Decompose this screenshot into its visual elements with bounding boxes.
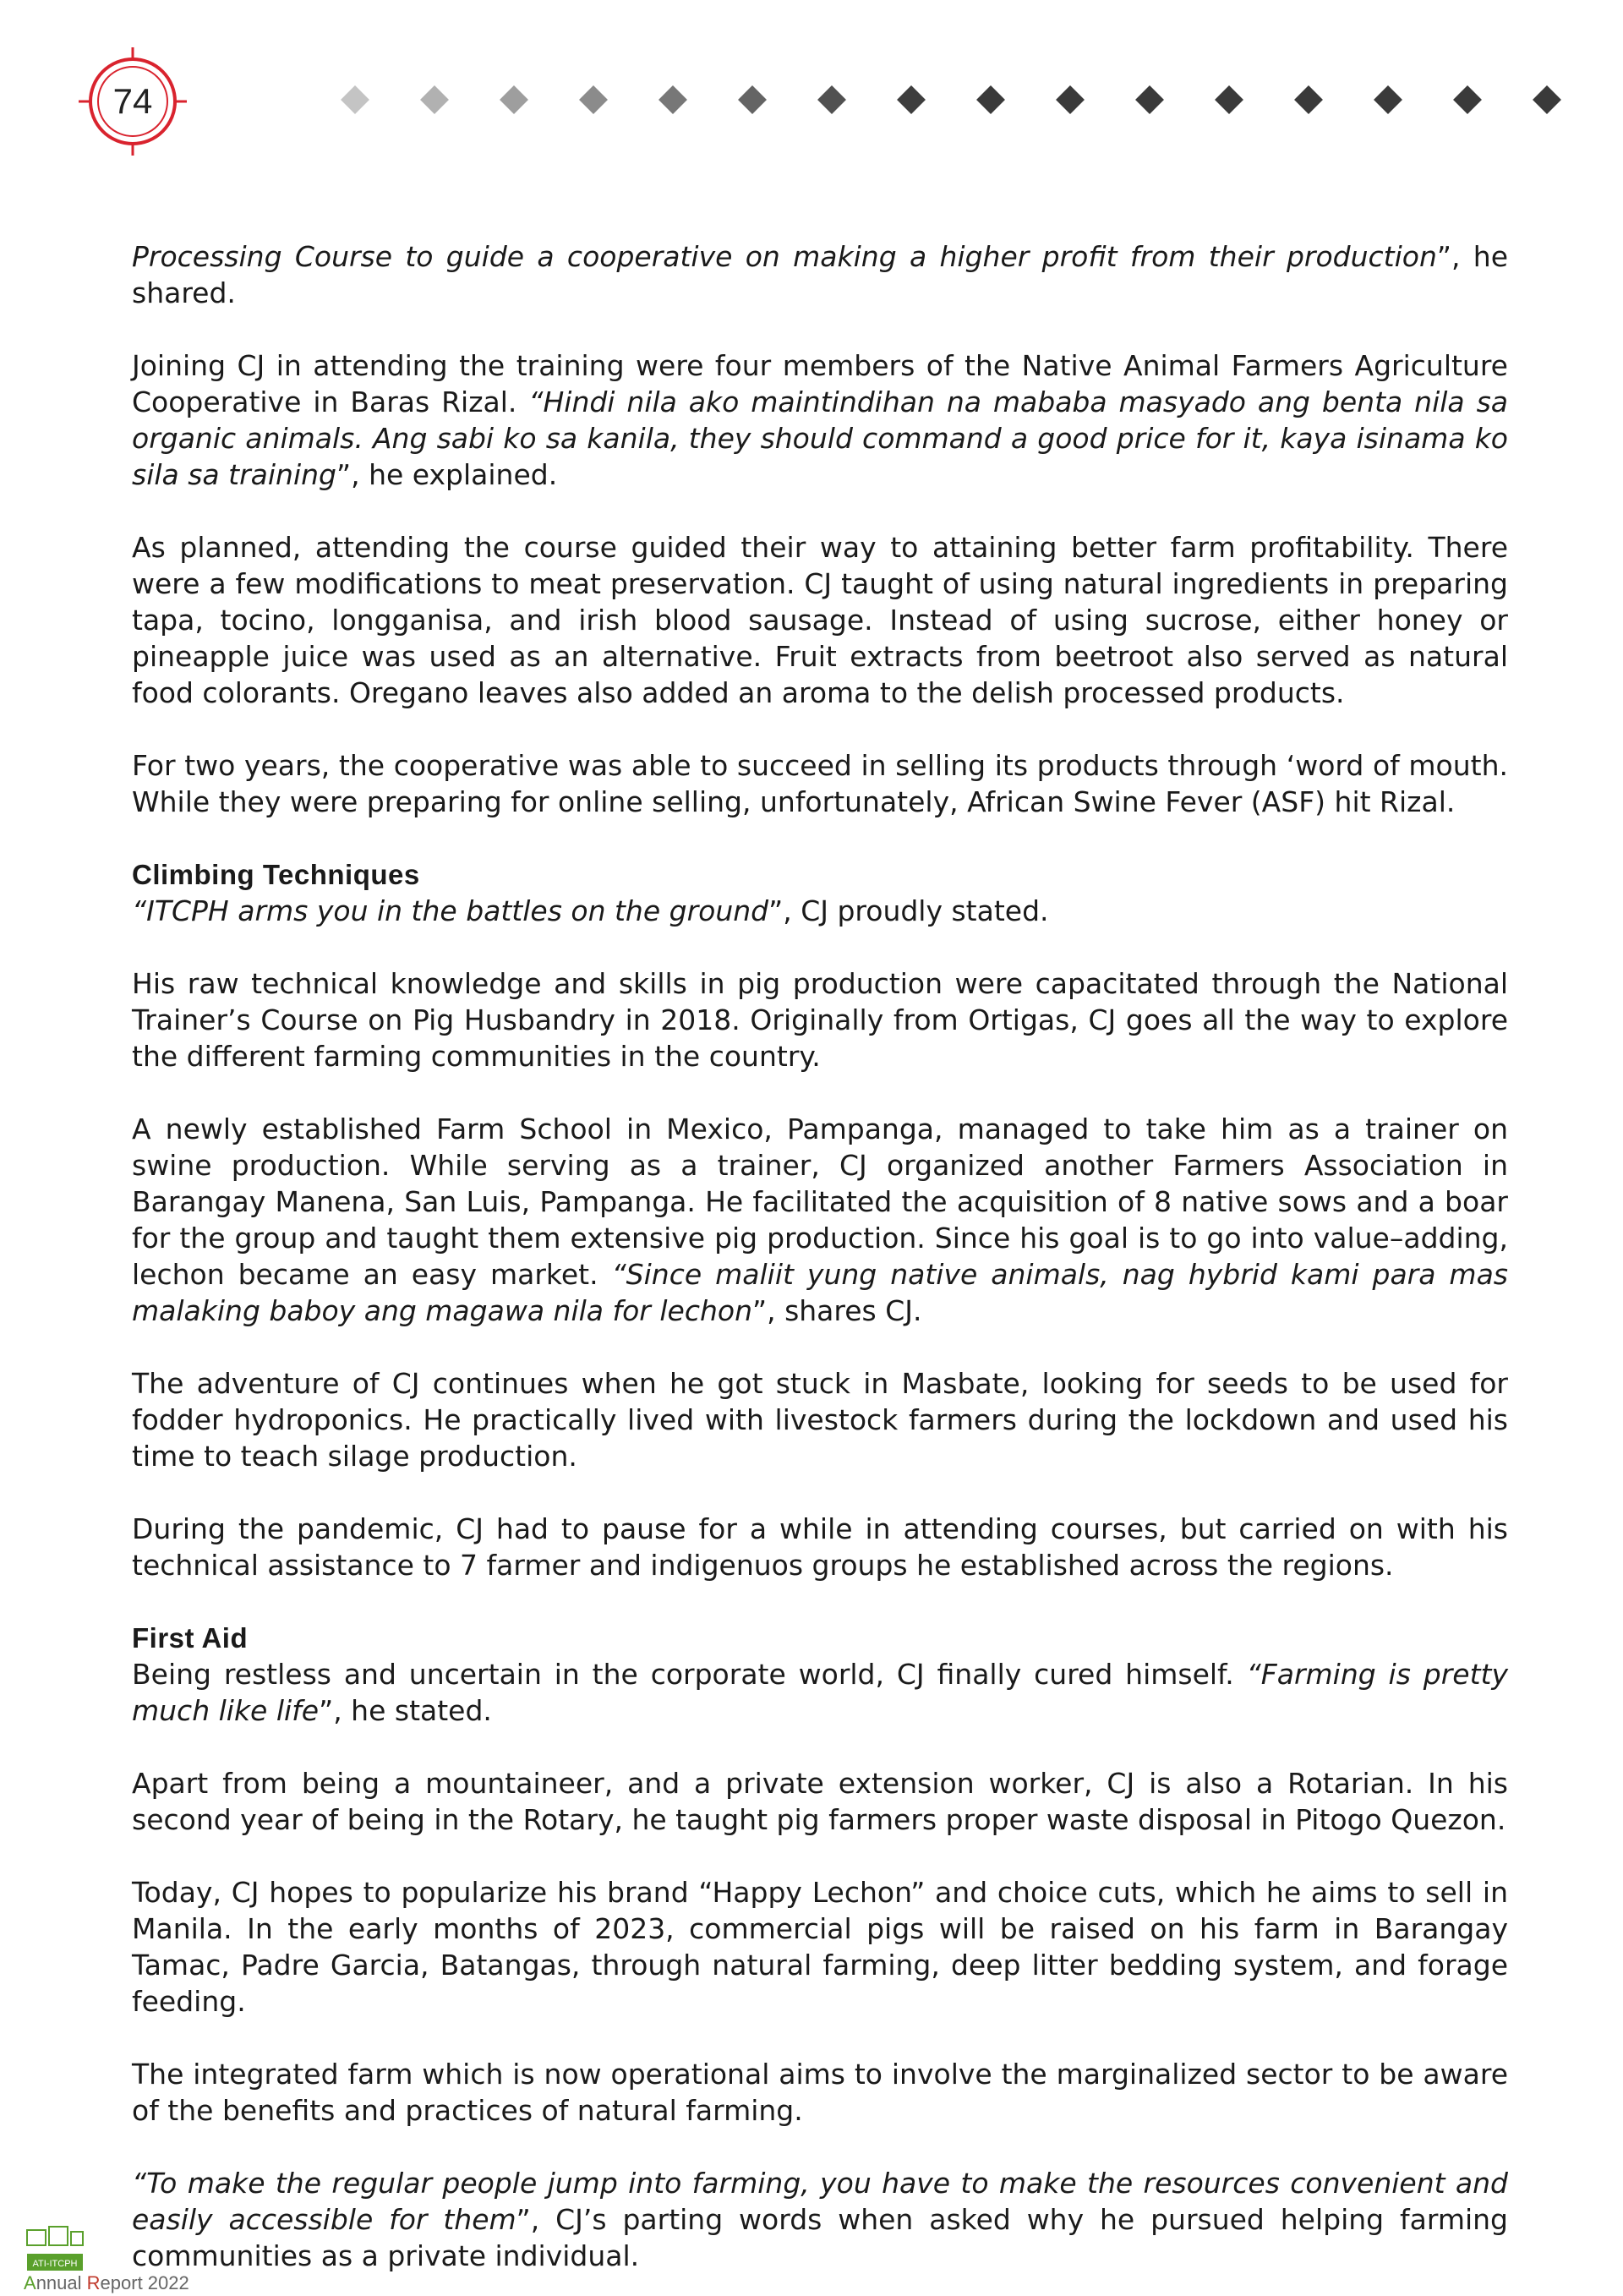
text-run: ”, CJ’s parting words when asked why he pursued helping farming communities as a private individual. [132, 2203, 1509, 2272]
diamond-icon [817, 85, 846, 114]
text-run: nnual [36, 2272, 87, 2293]
paragraph: Today, CJ hopes to popularize his brand “Happy Lechon” and choice cuts, which he aims to sell in Manila. In the early months of 2023, commercial pigs will be raised on his farm in Barangay Tamac, Padre Garcia, Batangas, through natural farming, deep litter bedding system, and forage feeding. [132, 1876, 1508, 2018]
paragraph: As planned, attending the course guided their way to attaining better farm profitability. There were a few modifications to meat preservation. CJ taught of using natural ingredients in preparing tapa, tocino, longganisa, and irish blood sausage. Instead of using sucrose, either honey or pineapple juice was used as an alternative. Fruit extracts from beetroot also served as natural food colorants. Oregano leaves also added an aroma to the delish processed products. [132, 531, 1508, 709]
text-run: ”, he explained. [336, 458, 558, 491]
paragraph [132, 238, 1508, 311]
page-number: 74 [112, 81, 153, 121]
diamond-icon [897, 85, 926, 114]
text-run: ”, he stated. [319, 1694, 492, 1727]
paragraph: The adventure of CJ continues when he got stuck in Masbate, looking for seeds to be used for fodder hydroponics. He practically lived with livestock farmers during the lockdown and used his time to teach silage production. [132, 1367, 1508, 1473]
diamond-icon [1453, 85, 1482, 114]
diamond-icon [341, 85, 369, 114]
italic-quote: “To make the regular people jump into farming, you have to make the resources convenient and easily accessible for them [132, 2167, 1508, 2236]
diamond-icon [976, 85, 1005, 114]
paragraph [132, 893, 1508, 929]
italic-quote: “Since maliit yung native animals, nag hybrid kami para mas malaking baboy ang magawa nila for lechon [132, 1258, 1508, 1327]
text-run: A newly established Farm School in Mexico, Pampanga, managed to take him as a trainer on swine production. While serving as a trainer, CJ organized another Farmers Association in Barangay Manena, San Luis, Pampanga. He facilitated the acquisition of 8 native sows and a boar for the group and taught them extensive pig production. Since his goal is to go into value–adding, lechon became an easy market. [132, 1112, 1508, 1291]
italic-quote: Processing Course to guide a cooperative on making a higher profit from their production [132, 240, 1437, 273]
text-run: Being restless and uncertain in the corporate world, CJ finally cured himself. [132, 1658, 1247, 1691]
text-run: R [86, 2272, 101, 2293]
paragraph: His raw technical knowledge and skills in pig production were capacitated through the National Trainer’s Course on Pig Husbandry in 2018. Originally from Ortigas, CJ goes all the way to explore the different farming communities in the country. [132, 967, 1508, 1073]
paragraph [132, 1656, 1508, 1729]
text-run: A [24, 2272, 36, 2293]
italic-quote: “ITCPH arms you in the battles on the ground [132, 894, 769, 927]
text-run: Joining CJ in attending the training were four members of the Native Animal Farmers Agriculture Cooperative in Baras Rizal. [132, 349, 1508, 418]
section-heading: First Aid [132, 1622, 249, 1654]
diamond-icon [1056, 85, 1085, 114]
footer-report-title [24, 2272, 189, 2294]
paragraph [132, 347, 1508, 493]
paragraph: Apart from being a mountaineer, and a private extension worker, CJ is also a Rotarian. In his second year of being in the Rotary, he taught pig farmers proper waste disposal in Pitogo Quezon. [132, 1767, 1508, 1836]
diamond-icon [658, 85, 687, 114]
text-run: ”, CJ proudly stated. [768, 894, 1049, 927]
diamond-icon [738, 85, 767, 114]
diamond-icon [420, 85, 449, 114]
text-run: ”, shares CJ. [752, 1294, 922, 1327]
paragraph: The integrated farm which is now operational aims to involve the marginalized sector to be aware of the benefits and practices of natural farming. [132, 2058, 1508, 2127]
paragraph [132, 2165, 1508, 2274]
italic-quote: “Farming is pretty much like life [132, 1658, 1508, 1727]
diamond-icon [500, 85, 528, 114]
diamond-icon [1215, 85, 1243, 114]
diamond-icon [1533, 85, 1561, 114]
paragraph: For two years, the cooperative was able to succeed in selling its products through ‘word of mouth. While they were preparing for online selling, unfortunately, African Swine Fever (ASF) hit Rizal. [132, 749, 1508, 818]
text-run: ”, he shared. [132, 240, 1508, 309]
diamond-icon [579, 85, 608, 114]
ati-itcph-logo [24, 2223, 86, 2274]
text-run: eport 2022 [100, 2272, 189, 2293]
diamond-icon [1374, 85, 1402, 114]
diamond-icon [1294, 85, 1323, 114]
italic-quote: “Hindi nila ako maintindihan na mababa masyado ang benta nila sa organic animals. Ang sabi ko sa kanila, they should command a good price for it, kaya isinama ko sila sa training [132, 385, 1508, 491]
decorative-diamond-row [345, 85, 1562, 115]
logo-text: ATI-ITCPH [32, 2259, 78, 2269]
paragraph [132, 1111, 1508, 1329]
page-number-badge [69, 44, 196, 159]
article-body [132, 238, 1508, 2274]
section-heading: Climbing Techniques [132, 859, 420, 890]
paragraph: During the pandemic, CJ had to pause for a while in attending courses, but carried on with his technical assistance to 7 farmer and indigenuos groups he established across the regions. [132, 1512, 1508, 1582]
farm-house-icon [24, 2223, 86, 2274]
diamond-icon [1135, 85, 1164, 114]
